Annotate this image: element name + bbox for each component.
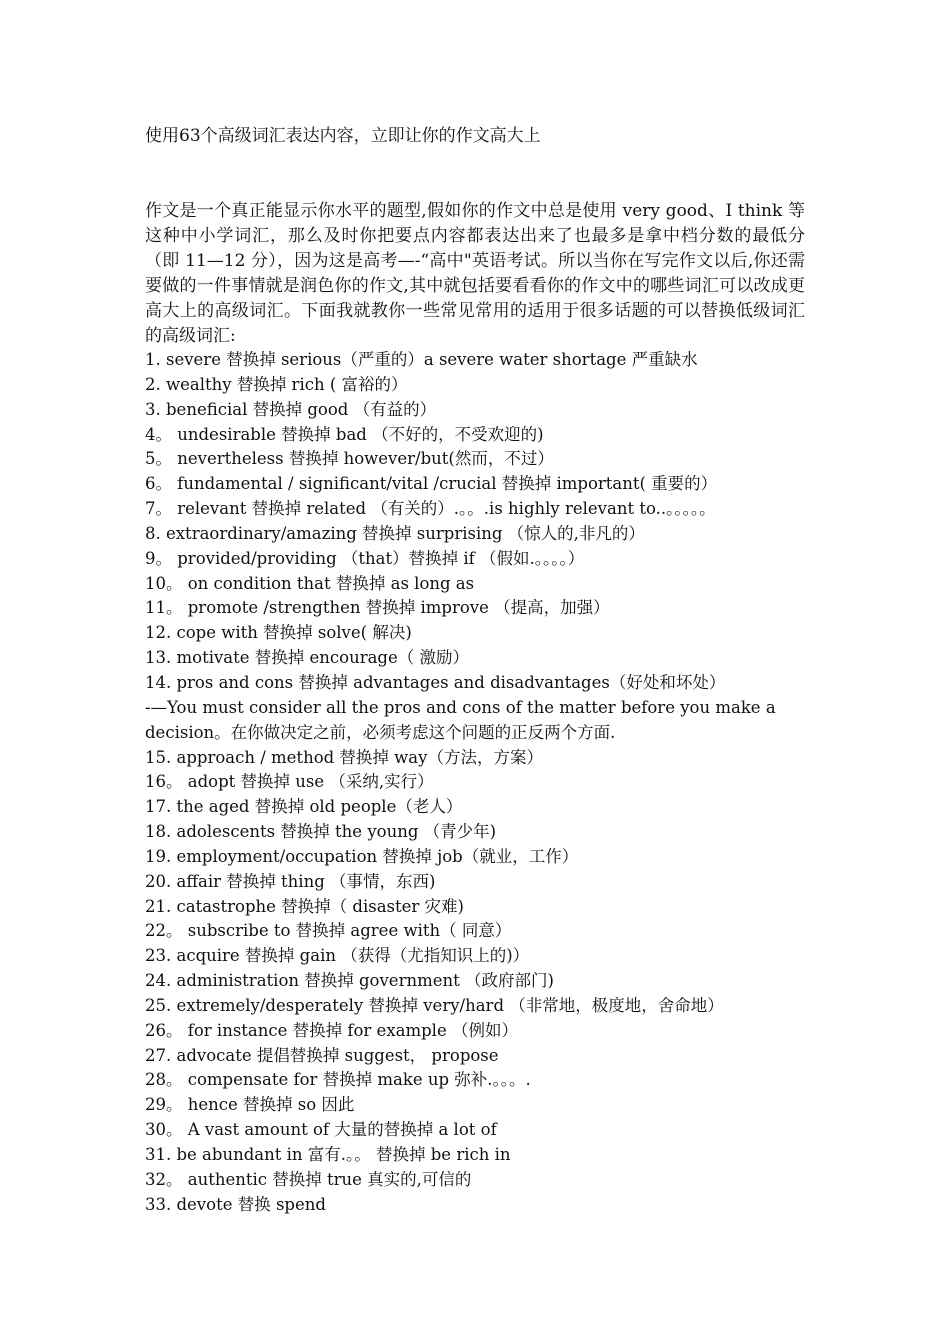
list-item: 19. employment/occupation 替换掉 job（就业，工作） — [145, 846, 579, 866]
list-item: 21. catastrophe 替换掉（ disaster 灾难) — [145, 896, 464, 916]
list-item: 31. be abundant in 富有.。。 替换掉 be rich in — [145, 1145, 511, 1164]
intro-paragraph: 作文是一个真正能显示你水平的题型,假如你的作文中总是使用 very good、I think 等这种中小学词汇，那么及时你把要点内容都表达出来了也最多是拿中档分数的最低分（即 11—12 分），因为这是高考—-“高中"英语考试。所以当你在写完作文以后,你还需要做的一件事情就是润色你的作文,其中就包括要看看你的作文中的哪些词汇可以改成更高大上的高级词汇。下面我就教你一些常见常用的适用于很多话题的可以替换低级词汇的高级词汇: — [145, 201, 805, 346]
list-item: 3. beneficial 替换掉 good （有益的） — [145, 399, 437, 419]
list-item: 11。 promote /strengthen 替换掉 improve （提高，加强） — [145, 598, 610, 618]
list-item: 25. extremely/desperately 替换掉 very/hard （非常地，极度地，舍命地） — [145, 995, 724, 1015]
list-item: 16。 adopt 替换掉 use （采纳,实行） — [145, 772, 434, 792]
list-item: 5。 nevertheless 替换掉 however/but(然而，不过） — [145, 449, 554, 469]
list-item: 30。 A vast amount of 大量的替换掉 a lot of — [145, 1120, 497, 1140]
list-item: 28。 compensate for 替换掉 make up 弥补.。。。. — [145, 1070, 531, 1090]
list-item: 29。 hence 替换掉 so 因此 — [145, 1095, 355, 1115]
list-item: 24. administration 替换掉 government （政府部门) — [145, 971, 554, 991]
list-item: 6。 fundamental / significant/vital /crucial 替换掉 important( 重要的） — [145, 474, 718, 494]
document-title: 使用63个高级词汇表达内容，立即让你的作文高大上 — [145, 126, 541, 146]
list-item: 12. cope with 替换掉 solve( 解决) — [145, 623, 412, 643]
list-item: 14. pros and cons 替换掉 advantages and disadvantages（好处和坏处） — [145, 672, 726, 692]
list-item: 33. devote 替换 spend — [145, 1194, 326, 1214]
list-item: 26。 for instance 替换掉 for example （例如） — [145, 1020, 518, 1040]
list-item: 22。 subscribe to 替换掉 agree with（ 同意） — [145, 921, 512, 941]
list-item: 10。 on condition that 替换掉 as long as — [145, 573, 475, 593]
list-item: 9。 provided/providing （that）替换掉 if （假如.。。。。） — [145, 548, 585, 568]
list-item: 20. affair 替换掉 thing （事情，东西) — [145, 871, 436, 891]
list-item: 2. wealthy 替换掉 rich ( 富裕的） — [145, 374, 408, 394]
list-item: 32。 authentic 替换掉 true 真实的,可信的 — [145, 1169, 472, 1189]
list-item: 7。 relevant 替换掉 related （有关的）.。。.is highly relevant to..。。。。。 — [145, 499, 716, 519]
list-item: 1. severe 替换掉 serious（严重的）a severe water shortage 严重缺水 — [145, 350, 698, 369]
list-item: 17. the aged 替换掉 old people（老人） — [145, 797, 463, 817]
list-item: 23. acquire 替换掉 gain （获得（尤指知识上的)） — [145, 946, 530, 966]
list-item: 13. motivate 替换掉 encourage（ 激励） — [145, 648, 470, 668]
list-item: 8. extraordinary/amazing 替换掉 surprising （惊人的,非凡的） — [145, 523, 645, 543]
list-item: 4。 undesirable 替换掉 bad （不好的，不受欢迎的) — [145, 424, 544, 444]
list-item: 18. adolescents 替换掉 the young （青少年) — [145, 822, 497, 842]
example-sentence: -—You must consider all the pros and cons of the matter before you make a decision。在你做决定之前，必须考虑这个问题的正反两个方面. — [145, 697, 776, 742]
list-item: 27. advocate 提倡替换掉 suggest， propose — [145, 1045, 499, 1065]
list-item: 15. approach / method 替换掉 way（方法，方案） — [145, 747, 543, 767]
vocabulary-list — [145, 348, 805, 1218]
